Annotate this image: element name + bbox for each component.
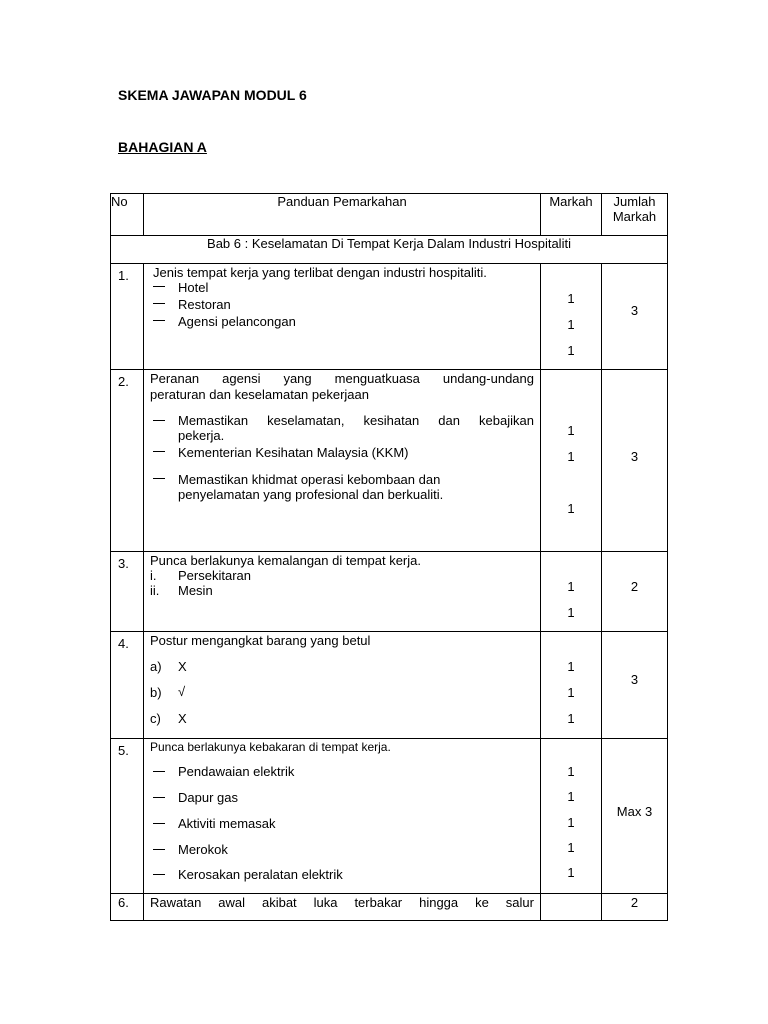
item-letter: b) <box>150 685 162 700</box>
question-text: Postur mengangkat barang yang betul <box>150 633 371 648</box>
mark-value: 1 <box>567 840 575 855</box>
answer-item-line: penyelamatan yang profesional dan berkualiti. <box>178 487 444 502</box>
item-numeral: i. <box>150 568 157 583</box>
header-total-line1: Jumlah <box>613 194 656 209</box>
marks-cell <box>541 632 602 739</box>
header-no: No <box>111 194 144 236</box>
total-value: 3 <box>630 672 639 687</box>
mark-value: 1 <box>567 317 575 332</box>
dash-bullet <box>153 874 165 875</box>
row-number: 2. <box>111 370 144 552</box>
marking-scheme-table <box>110 193 668 921</box>
mark-value: 1 <box>567 449 575 464</box>
marks-cell <box>541 264 602 370</box>
header-total-line2: Markah <box>612 209 657 224</box>
question-line: Peranan agensi yang menguatkuasa undang-undang <box>150 371 534 386</box>
mark-value: 1 <box>567 343 575 358</box>
item-letter: c) <box>150 711 161 726</box>
answer-item-line: Memastikan keselamatan, kesihatan dan kebajikan <box>178 413 534 428</box>
table-row <box>111 739 668 894</box>
table-row <box>111 632 668 739</box>
dash-bullet <box>153 320 165 321</box>
mark-value: 1 <box>567 685 575 700</box>
answer-item: Kerosakan peralatan elektrik <box>178 867 343 882</box>
answer-item: Aktiviti memasak <box>178 816 276 831</box>
dash-bullet <box>153 303 165 304</box>
guide-cell <box>144 552 541 632</box>
answer-item-line: Memastikan khidmat operasi kebombaan dan <box>178 472 441 487</box>
guide-cell <box>144 370 541 552</box>
answer-item-line: Kementerian Kesihatan Malaysia (KKM) <box>178 445 409 460</box>
total-cell <box>602 894 668 921</box>
chapter-row <box>111 236 668 264</box>
total-cell <box>602 370 668 552</box>
dash-bullet <box>153 823 165 824</box>
answer-item: X <box>178 711 187 726</box>
document-title: SKEMA JAWAPAN MODUL 6 <box>118 87 307 103</box>
answer-item: X <box>178 659 187 674</box>
mark-value: 1 <box>567 605 575 620</box>
dash-bullet <box>153 286 165 287</box>
mark-value: 1 <box>567 423 575 438</box>
table-row <box>111 370 668 552</box>
total-value: 3 <box>630 449 639 464</box>
item-numeral: ii. <box>150 583 160 598</box>
mark-value: 1 <box>567 764 575 779</box>
answer-item: Dapur gas <box>178 790 238 805</box>
dash-bullet <box>153 797 165 798</box>
total-value: Max 3 <box>616 804 653 819</box>
answer-item: Restoran <box>178 297 231 312</box>
table-header-row <box>111 194 668 236</box>
section-title: BAHAGIAN A <box>118 139 207 155</box>
row-number: 3. <box>111 552 144 632</box>
total-cell <box>602 739 668 894</box>
question-line: peraturan dan keselamatan pekerjaan <box>150 387 369 402</box>
table-row <box>111 894 668 921</box>
question-text: Punca berlakunya kemalangan di tempat kerja. <box>150 553 421 568</box>
guide-cell <box>144 894 541 921</box>
mark-value: 1 <box>567 865 575 880</box>
dash-bullet <box>153 849 165 850</box>
guide-cell <box>144 264 541 370</box>
total-cell <box>602 632 668 739</box>
row-number: 1. <box>111 264 144 370</box>
marks-cell <box>541 894 602 921</box>
mark-value: 1 <box>567 789 575 804</box>
table-row <box>111 552 668 632</box>
item-letter: a) <box>150 659 162 674</box>
dash-bullet <box>153 420 165 421</box>
total-cell <box>602 264 668 370</box>
answer-item: Persekitaran <box>178 568 251 583</box>
question-text: Rawatan awal akibat luka terbakar hingga ke salur <box>150 895 534 910</box>
question-text: Punca berlakunya kebakaran di tempat kerja. <box>150 740 391 754</box>
question-text: Jenis tempat kerja yang terlibat dengan industri hospitaliti. <box>153 265 487 280</box>
answer-item: Merokok <box>178 842 228 857</box>
guide-cell <box>144 739 541 894</box>
total-value: 3 <box>630 303 639 318</box>
guide-cell <box>144 632 541 739</box>
mark-value: 1 <box>567 815 575 830</box>
total-value: 2 <box>630 579 639 594</box>
answer-item: Pendawaian elektrik <box>178 764 295 779</box>
mark-value: 1 <box>567 659 575 674</box>
dash-bullet <box>153 451 165 452</box>
mark-value: 1 <box>567 501 575 516</box>
answer-item-line: pekerja. <box>178 428 225 443</box>
header-total <box>602 194 668 236</box>
mark-value: 1 <box>567 711 575 726</box>
answer-item: √ <box>178 684 186 699</box>
mark-value: 1 <box>567 291 575 306</box>
mark-value: 1 <box>567 579 575 594</box>
total-cell <box>602 552 668 632</box>
row-number: 4. <box>111 632 144 739</box>
answer-item: Hotel <box>178 280 209 295</box>
total-value: 2 <box>630 895 639 910</box>
answer-item: Agensi pelancongan <box>178 314 296 329</box>
chapter-title: Bab 6 : Keselamatan Di Tempat Kerja Dalam Industri Hospitaliti <box>111 236 668 264</box>
marks-cell <box>541 370 602 552</box>
marks-cell <box>541 739 602 894</box>
answer-item: Mesin <box>178 583 213 598</box>
row-number: 6. <box>111 894 144 921</box>
header-marks: Markah <box>541 194 602 236</box>
marks-cell <box>541 552 602 632</box>
dash-bullet <box>153 771 165 772</box>
row-number: 5. <box>111 739 144 894</box>
dash-bullet <box>153 478 165 479</box>
header-guide: Panduan Pemarkahan <box>144 194 541 236</box>
table-row <box>111 264 668 370</box>
